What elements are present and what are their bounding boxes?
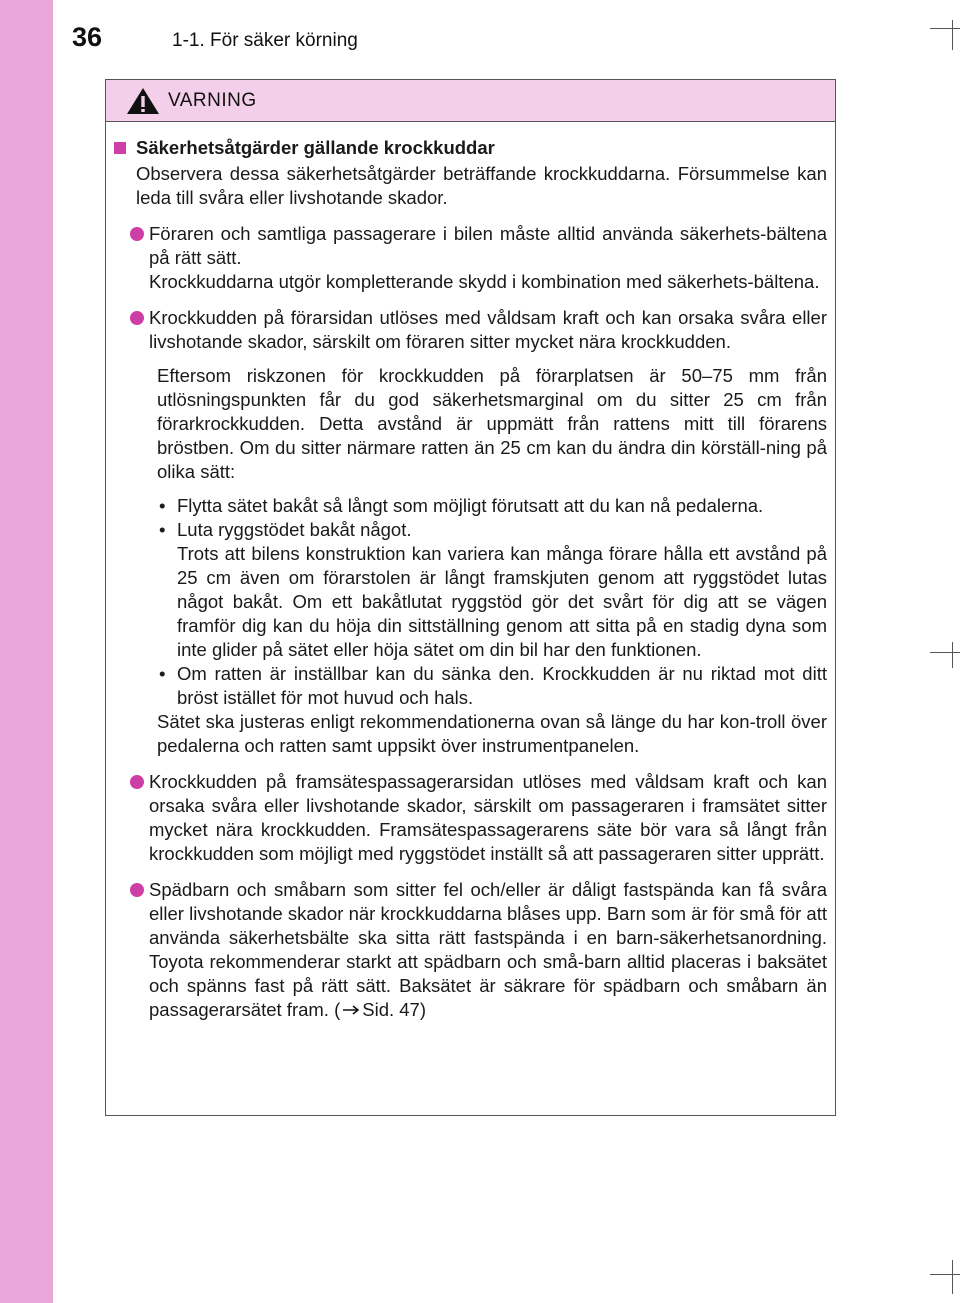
intro-text: Observera dessa säkerhetsåtgärder beträffande krockkuddarna. Försummelse kan leda till svåra eller livshotande skador. (136, 163, 827, 208)
bullet-dot-icon (130, 883, 144, 897)
closing-text: Sätet ska justeras enligt rekommendationerna ovan så länge du har kon-troll över pedalerna och ratten samt uppsikt över instrumentpanelen. (157, 711, 827, 756)
sub-list (157, 494, 827, 710)
warning-triangle-icon (126, 87, 160, 115)
page-number: 36 (72, 22, 103, 52)
list-item (114, 222, 827, 294)
distance-block (114, 364, 827, 758)
sub-item-text: Flytta sätet bakåt så långt som möjligt förutsatt att du kan nå pedalerna. (177, 495, 764, 516)
sub-list-item (157, 494, 827, 518)
section-title: 1-1. För säker körning (172, 30, 358, 51)
sub-list-item (157, 662, 827, 710)
chapter-side-strip (0, 0, 53, 1303)
warning-heading (114, 136, 827, 160)
item-text: Krockkudden på framsätespassagerarsidan utlöses med våldsam kraft och kan orsaka svåra eller livshotande skador, särskilt om passageraren i framsätet sitter mycket nära krockkudden. Framsätespassagerarens säte bör vara så långt från krockkudden som möjligt med ryggstödet inställt så att passageraren sitter upprätt. (149, 771, 827, 864)
list-item (114, 770, 827, 866)
list-item (114, 878, 827, 1022)
bullet-dot-icon (130, 775, 144, 789)
bullet-dot-icon (130, 227, 144, 241)
heading-text: Säkerhetsåtgärder gällande krockkuddar (136, 137, 495, 158)
sub-item-continuation: Trots att bilens konstruktion kan variera kan många förare hålla ett avstånd på 25 cm även om förarstolen är långt framskjuten genom att ryggstödet lutas något bakåt. Om ett bakåtlutat ryggstöd gör det svårt för dig att se vägen framför dig kan du höja din sittställning genom att sitta på en stadig dyna som inte glider på sätet eller höja sätet om din bil har den funktionen. (177, 543, 827, 660)
sub-item-text: Om ratten är inställbar kan du sänka den. Krockkudden är nu riktad mot ditt bröst istället för mot huvud och hals. (177, 663, 827, 708)
page-reference-link[interactable]: Sid. 47) (362, 999, 427, 1020)
warning-label: VARNING (168, 89, 257, 111)
distance-text: Eftersom riskzonen för krockkudden på förarplatsen är 50–75 mm från utlösningspunkten får du god säkerhetsmarginal om du sitter 25 cm från förarkrockkudden. Detta avstånd är uppmätt från rattens mitt till förarens bröstben. Om du sitter närmare ratten än 25 cm kan du ändra din körställ-ning på olika sätt: (157, 365, 827, 482)
warning-header (106, 80, 835, 122)
list-item (114, 306, 827, 354)
item-text: Krockkuddarna utgör kompletterande skydd i kombination med säkerhets-bältena. (149, 271, 820, 292)
sub-item-text: Luta ryggstödet bakåt något. (177, 519, 412, 540)
item-text (149, 878, 827, 1022)
item-text-main: Spädbarn och småbarn som sitter fel och/eller är dåligt fastspända kan få svåra eller livshotande skador när krockkuddarna blåses upp. Barn som är för små för att använda säkerhetsbälte ska sitta rätt fastspända i en barn-säkerhetsanordning. Toyota rekommenderar starkt att spädbarn och små-barn alltid placeras i baksätet och spänns fast på rätt sätt. Baksätet är säkrare för spädbarn och småbarn än passagerarsätet fram. ( (149, 879, 827, 1020)
square-bullet-icon (114, 142, 126, 154)
bullet-dot-icon (130, 311, 144, 325)
arrow-right-icon (342, 1004, 360, 1016)
warning-body (106, 122, 835, 1022)
item-text: Föraren och samtliga passagerare i bilen måste alltid använda säkerhets-bältena på rätt sätt. (149, 223, 827, 268)
item-text: Krockkudden på förarsidan utlöses med våldsam kraft och kan orsaka svåra eller livshotande skador, särskilt om föraren sitter mycket nära krockkudden. (149, 307, 827, 352)
sub-list-item (157, 518, 827, 662)
warning-box (105, 79, 836, 1116)
